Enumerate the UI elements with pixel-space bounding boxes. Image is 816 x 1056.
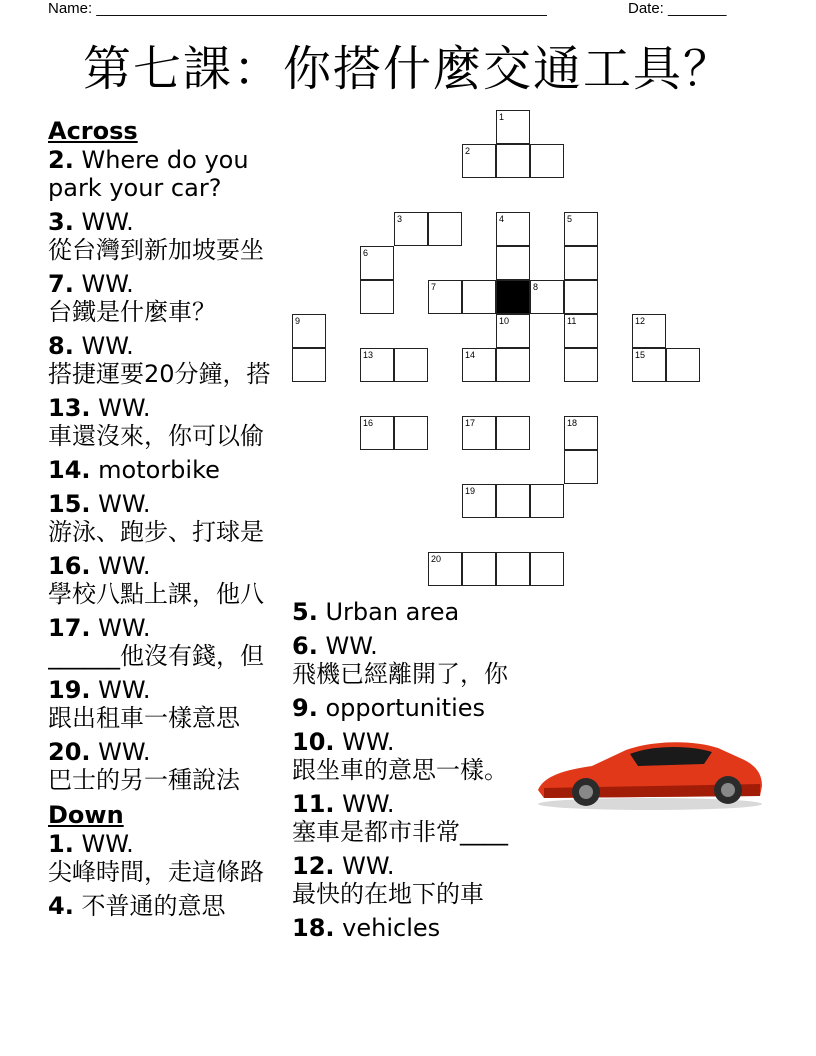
clue-column-right [292, 598, 524, 958]
clue-item [48, 892, 281, 920]
clue-text: WW. [98, 676, 151, 704]
clue-item [48, 676, 281, 732]
clue-item [292, 914, 524, 942]
grid-cell[interactable] [632, 348, 666, 382]
clue-number: 18. [292, 914, 335, 942]
grid-cell[interactable] [530, 144, 564, 178]
grid-cell[interactable] [564, 212, 598, 246]
clue-text-line2: 車還沒來，你可以偷 [48, 422, 264, 450]
clue-item [292, 598, 524, 626]
grid-cell[interactable] [496, 110, 530, 144]
clue-number: 17. [48, 614, 91, 642]
rear-rim [721, 783, 735, 797]
clue-text: WW. [81, 208, 134, 236]
grid-cell[interactable] [632, 314, 666, 348]
cell-number: 8 [533, 282, 539, 292]
grid-cell[interactable] [394, 348, 428, 382]
clue-number: 14. [48, 456, 91, 484]
header [48, 0, 727, 17]
grid-cell[interactable] [428, 280, 462, 314]
clue-number: 1. [48, 830, 74, 858]
cell-number: 20 [431, 554, 442, 564]
clue-text: WW. [342, 852, 395, 880]
grid-cell[interactable] [496, 552, 530, 586]
clue-item [48, 490, 281, 546]
cell-number: 14 [465, 350, 476, 360]
clue-text-line2: 飛機已經離開了，你 [292, 660, 508, 688]
clue-number: 20. [48, 738, 91, 766]
clue-item [48, 270, 281, 326]
grid-cell[interactable] [496, 144, 530, 178]
grid-cell[interactable] [496, 314, 530, 348]
grid-cell[interactable] [462, 484, 496, 518]
clue-item [292, 728, 524, 784]
clue-text: WW. [342, 728, 395, 756]
down-clue-list-right [292, 598, 524, 942]
clue-number: 13. [48, 394, 91, 422]
across-heading: Across [48, 117, 138, 145]
clue-column-left [48, 114, 281, 934]
clue-text: motorbike [98, 456, 220, 484]
clue-text-line2: 巴士的另一種說法 [48, 766, 240, 794]
clue-item [292, 790, 524, 846]
clue-number: 8. [48, 332, 74, 360]
cell-number: 1 [499, 112, 505, 122]
grid-cell[interactable] [292, 348, 326, 382]
cell-number: 11 [567, 316, 577, 326]
clue-number: 11. [292, 790, 335, 818]
cell-number: 19 [465, 486, 476, 496]
grid-cell[interactable] [564, 416, 598, 450]
clue-text-line2: 跟出租車一樣意思 [48, 704, 240, 732]
clue-text-line2: 搭捷運要20分鐘，搭 [48, 360, 271, 388]
grid-cell[interactable] [360, 280, 394, 314]
grid-cell[interactable] [530, 552, 564, 586]
across-clue-list [48, 146, 281, 794]
grid-cell[interactable] [394, 212, 428, 246]
clue-text-line2: 塞車是都市非常____ [292, 818, 508, 846]
clue-text: WW. [81, 332, 134, 360]
clue-text: Where do you park your car? [48, 146, 249, 202]
clue-text: WW. [81, 270, 134, 298]
clue-number: 7. [48, 270, 74, 298]
clue-text-line2: 最快的在地下的車 [292, 880, 484, 908]
grid-cell[interactable] [360, 348, 394, 382]
clue-number: 12. [292, 852, 335, 880]
cell-number: 12 [635, 316, 646, 326]
clue-number: 9. [292, 694, 318, 722]
grid-cell[interactable] [496, 416, 530, 450]
clue-text-line2: 從台灣到新加坡要坐 [48, 236, 264, 264]
down-clue-list-left [48, 830, 281, 920]
clue-text: WW. [98, 552, 151, 580]
grid-cell[interactable] [666, 348, 700, 382]
clue-text: WW. [81, 830, 134, 858]
clue-text: vehicles [342, 914, 441, 942]
clue-item [292, 852, 524, 908]
clue-item [48, 614, 281, 670]
cell-number: 16 [363, 418, 374, 428]
clue-number: 19. [48, 676, 91, 704]
cell-number: 18 [567, 418, 578, 428]
clue-item [48, 738, 281, 794]
clue-text-line2: 跟坐車的意思一樣。 [292, 756, 508, 784]
clue-item [48, 830, 281, 886]
clue-text: WW. [98, 394, 151, 422]
grid-cell[interactable] [292, 314, 326, 348]
cell-number: 7 [431, 282, 437, 292]
grid-cell[interactable] [462, 552, 496, 586]
clue-item [48, 456, 281, 484]
cell-number: 5 [567, 214, 573, 224]
clue-text: 不普通的意思 [81, 892, 226, 920]
clue-item [292, 694, 524, 722]
grid-cell[interactable] [360, 246, 394, 280]
grid-cell[interactable] [530, 484, 564, 518]
cell-number: 4 [499, 214, 505, 224]
grid-cell[interactable] [496, 212, 530, 246]
clue-text-line2: 游泳、跑步、打球是 [48, 518, 264, 546]
clue-text-line2: 台鐵是什麼車？ [48, 298, 216, 326]
clue-item [48, 394, 281, 450]
grid-cell[interactable] [496, 246, 530, 280]
clue-text: opportunities [325, 694, 486, 722]
clue-number: 16. [48, 552, 91, 580]
grid-cell[interactable] [462, 144, 496, 178]
grid-cell[interactable] [564, 314, 598, 348]
cell-number: 6 [363, 248, 369, 258]
grid-cell[interactable] [394, 416, 428, 450]
clue-item [292, 632, 524, 688]
grid-cell[interactable] [496, 348, 530, 382]
clue-text: WW. [98, 614, 151, 642]
grid-cell[interactable] [564, 280, 598, 314]
cell-number: 10 [499, 316, 510, 326]
clue-item [48, 552, 281, 608]
clue-text: WW. [98, 490, 151, 518]
clue-number: 10. [292, 728, 335, 756]
clue-number: 6. [292, 632, 318, 660]
clue-text-line2: ______他沒有錢，但 [48, 642, 264, 670]
date-field[interactable]: Date: _______ [628, 0, 727, 17]
cell-number: 9 [295, 316, 301, 326]
sports-car-image [534, 736, 766, 812]
cell-number: 2 [465, 146, 471, 156]
clue-number: 2. [48, 146, 74, 174]
cell-number: 15 [635, 350, 646, 360]
grid-cell[interactable] [564, 246, 598, 280]
clue-number: 4. [48, 892, 74, 920]
clue-item [48, 146, 281, 202]
clue-text-line2: 學校八點上課，他八 [48, 580, 264, 608]
cell-number: 13 [363, 350, 374, 360]
clue-number: 5. [292, 598, 318, 626]
grid-cell[interactable] [428, 552, 462, 586]
clue-number: 15. [48, 490, 91, 518]
name-field[interactable]: Name: ______________________________________________________ [48, 0, 547, 17]
cell-number: 17 [465, 418, 476, 428]
grid-cell[interactable] [564, 348, 598, 382]
grid-cell[interactable] [564, 450, 598, 484]
down-heading: Down [48, 801, 124, 829]
clue-text: WW. [98, 738, 151, 766]
grid-cell[interactable] [496, 484, 530, 518]
grid-cell[interactable] [462, 280, 496, 314]
clue-text: WW. [325, 632, 378, 660]
grid-cell[interactable] [462, 348, 496, 382]
clue-text-line2: 尖峰時間，走這條路 [48, 858, 264, 886]
clue-item [48, 208, 281, 264]
front-rim [579, 785, 593, 799]
clue-text: WW. [342, 790, 395, 818]
grid-cell[interactable] [428, 212, 462, 246]
clue-text: Urban area [325, 598, 460, 626]
clue-number: 3. [48, 208, 74, 236]
cell-number: 3 [397, 214, 403, 224]
grid-cell[interactable] [530, 280, 564, 314]
grid-cell[interactable] [462, 416, 496, 450]
page-title: 第七課：你搭什麼交通工具？ [82, 41, 733, 97]
grid-cell[interactable] [360, 416, 394, 450]
clue-item [48, 332, 281, 388]
black-cell [496, 280, 530, 314]
